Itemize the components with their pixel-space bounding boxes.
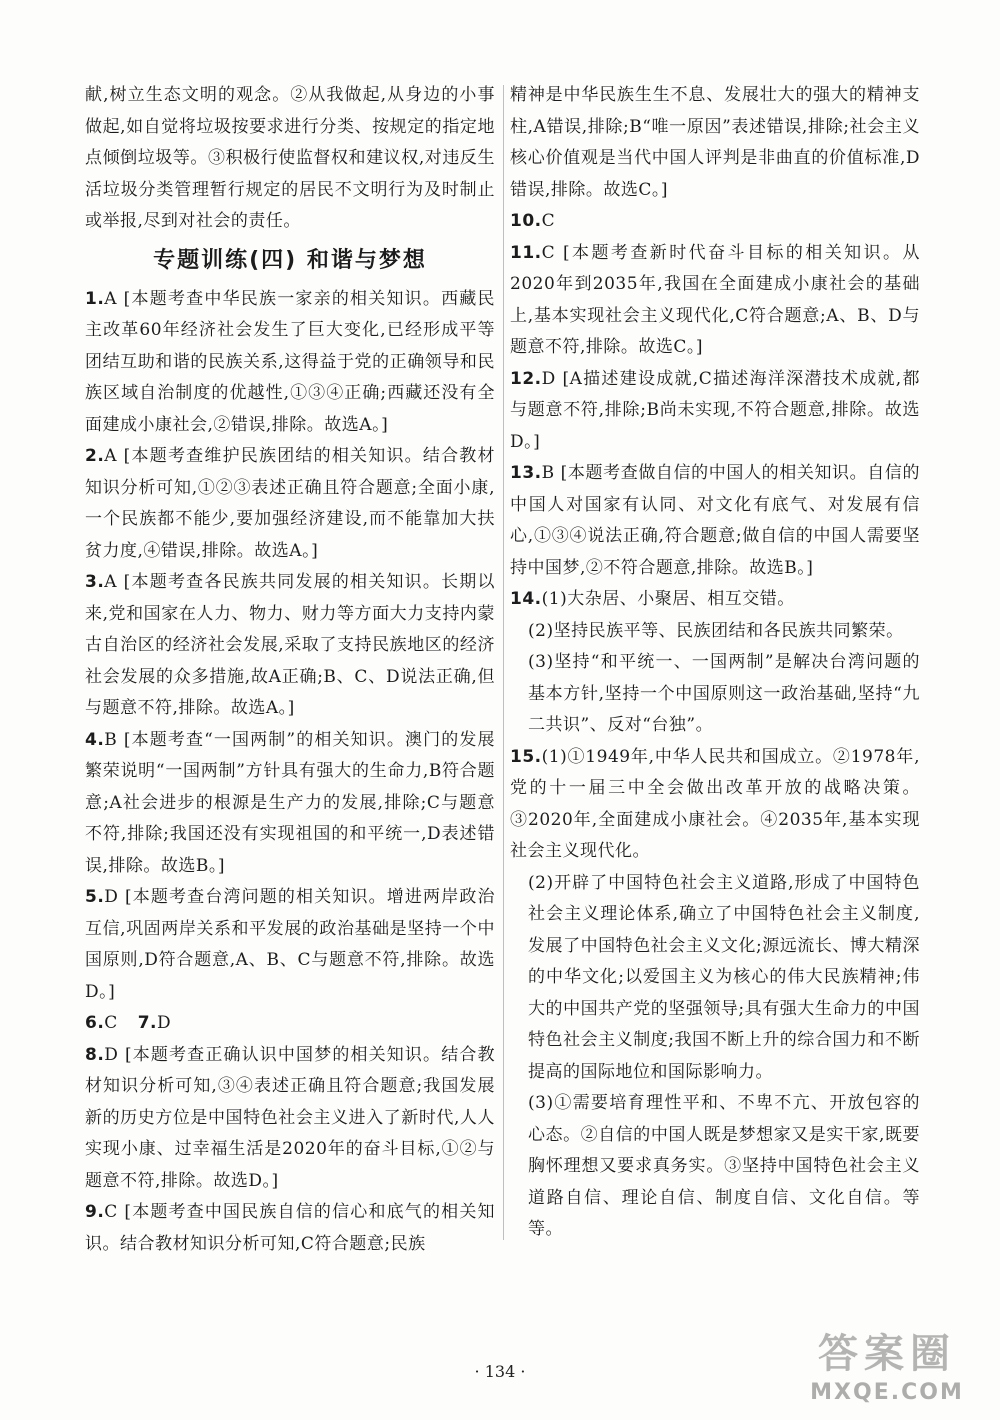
answer-item-9: 9.C [本题考查中国民族自信的信心和底气的相关知识。结合教材知识分析可知,C符合题意;民族 (85, 1202, 495, 1254)
answer-14-part-2: (2)坚持民族平等、民族团结和各民族共同繁荣。 (528, 620, 904, 641)
answer-item-11: 11.C [本题考查新时代奋斗目标的相关知识。从2020年到2035年,我国在全面建成小康社会的基础上,基本实现社会主义现代化,C符合题意;A、B、D与题意不符,排除。故选C。] (510, 242, 920, 357)
answer-item-13: 13.B [本题考查做自信的中国人的相关知识。自信的中国人对国家有认同、对文化有底气、对发展有信心,①③④说法正确,符合题意;做自信的中国人需要坚持中国梦,②不符合题意,排除。故选B。] (510, 463, 920, 578)
watermark-text: 答案圈 (818, 1331, 956, 1377)
watermark-url: MXQE.COM (810, 1380, 964, 1405)
answer-item-1: 1.A [本题考查中华民族一家亲的相关知识。西藏民主改革60年经济社会发生了巨大变化,已经形成平等团结互助和谐的民族关系,这得益于党的正确领导和民族区域自治制度的优越性,①③④正确;西藏还没有全面建成小康社会,②错误,排除。故选A。] (85, 288, 495, 435)
left-column (85, 80, 495, 1260)
answer-item-15: 15.(1)①1949年,中华人民共和国成立。②1978年,党的十一届三中全会做出改革开放的战略决策。③2020年,全面建成小康社会。④2035年,基本实现社会主义现代化。 (510, 746, 920, 861)
column-divider (503, 85, 504, 1240)
watermark-logo (792, 1330, 982, 1408)
section-title: 专题训练(四) 和谐与梦想 (153, 247, 427, 273)
answer-item-3: 3.A [本题考查各民族共同发展的相关知识。长期以来,党和国家在人力、物力、财力等方面大力支持内蒙古自治区的经济社会发展,采取了支持民族地区的经济社会发展的众多措施,故A正确;B、C、D说法正确,但与题意不符,排除。故选A。] (85, 572, 495, 718)
answer-15-part-2: (2)开辟了中国特色社会主义道路,形成了中国特色社会主义理论体系,确立了中国特色社会主义制度,发展了中国特色社会主义文化;源远流长、博大精深的中华文化;以爱国主义为核心的伟大民族精神;伟大的中国共产党的坚强领导;具有强大生命力的中国特色社会主义制度;我国不断上升的综合国力和不断提高的国际地位和国际影响力。 (528, 872, 920, 1082)
answer-item-4: 4.B [本题考查“一国两制”的相关知识。澳门的发展繁荣说明“一国两制”方针具有强大的生命力,B符合题意;A社会进步的根源是生产力的发展,排除;C与题意不符,排除;我国还没有实现祖国的和平统一,D表述错误,排除。故选B。] (85, 729, 495, 876)
answer-item-10: 10.C (510, 211, 556, 231)
page-number: · 134 · (474, 1362, 526, 1381)
answer-14-part-3: (3)坚持“和平统一、一国两制”是解决台湾问题的基本方针,坚持一个中国原则这一政治基础,坚持“九二共识”、反对“台独”。 (528, 652, 920, 735)
left-intro-paragraph: 献,树立生态文明的观念。②从我做起,从身边的小事做起,如自觉将垃圾按要求进行分类、按规定的指定地点倾倒垃圾等。③积极行使监督权和建议权,对违反生活垃圾分类管理暂行规定的居民不文明行为及时制止或举报,尽到对社会的责任。 (85, 85, 495, 231)
answer-item-14: 14.(1)大杂居、小聚居、相互交错。 (510, 589, 795, 609)
answer-item-5: 5.D [本题考查台湾问题的相关知识。增进两岸政治互信,巩固两岸关系和平发展的政治基础是坚持一个中国原则,D符合题意,A、B、C与题意不符,排除。故选D。] (85, 887, 495, 1002)
right-column (510, 80, 920, 1246)
right-intro-paragraph: 精神是中华民族生生不息、发展壮大的强大的精神支柱,A错误,排除;B“唯一原因”表述错误,排除;社会主义核心价值观是当代中国人评判是非曲直的价值标准,D错误,排除。故选C。] (510, 85, 920, 200)
answer-item-8: 8.D [本题考查正确认识中国梦的相关知识。结合教材知识分析可知,③④表述正确且符合题意;我国发展新的历史方位是中国特色社会主义进入了新时代,人人实现小康、过幸福生活是2020年的奋斗目标,①②与题意不符,排除。故选D。] (85, 1044, 495, 1191)
answer-item-12: 12.D [A描述建设成就,C描述海洋深潜技术成就,都与题意不符,排除;B尚未实现,不符合题意,排除。故选D。] (510, 368, 920, 452)
answer-15-part-3: (3)①需要培育理性平和、不卑不亢、开放包容的心态。②自信的中国人既是梦想家又是实干家,既要胸怀理想又要求真务实。③坚持中国特色社会主义道路自信、理论自信、制度自信、文化自信。等等。 (528, 1093, 920, 1239)
answer-item-6-7: 6.C 7.D (85, 1013, 172, 1033)
answer-item-2: 2.A [本题考查维护民族团结的相关知识。结合教材知识分析可知,①②③表述正确且符合题意;全面小康,一个民族都不能少,要加强经济建设,而不能靠加大扶贫力度,④错误,排除。故选A。] (85, 446, 495, 561)
